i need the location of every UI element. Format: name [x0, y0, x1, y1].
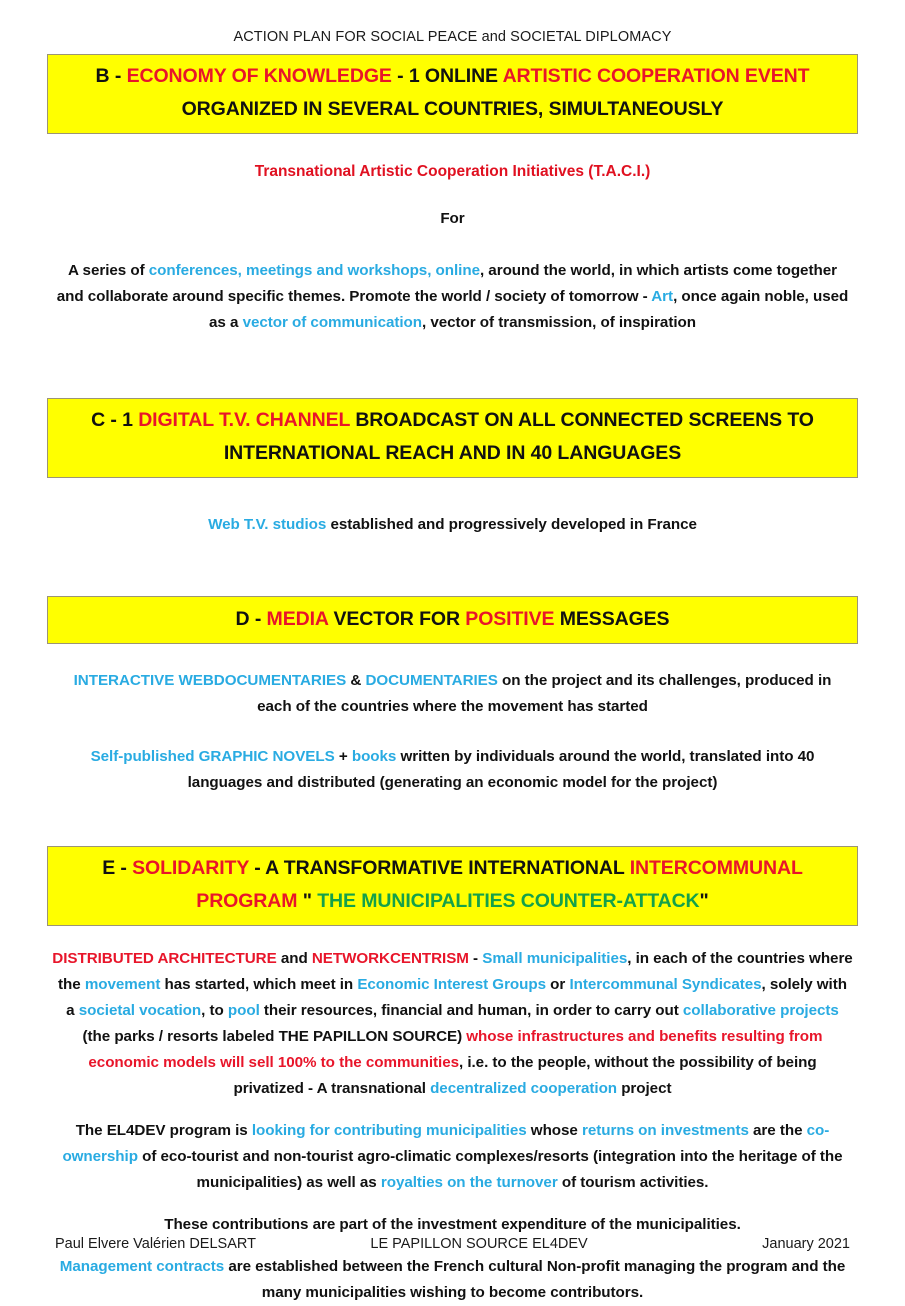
section-d-body1-seg3: DOCUMENTARIES: [365, 671, 498, 689]
section-e-body2-seg6: co-ownership: [62, 1121, 830, 1165]
section-d-mid: VECTOR FOR: [328, 607, 466, 630]
section-e-body-1: [52, 946, 853, 1102]
section-d-prefix: D -: [235, 607, 267, 630]
section-e-body1-seg5: Small municipalities: [482, 949, 628, 967]
section-e-body1-seg6: , in each of the countries where the: [58, 949, 853, 993]
footer-project: LE PAPILLON SOURCE EL4DEV: [370, 1236, 588, 1252]
section-d-body1-seg1: INTERACTIVE WEBDOCUMENTARIES: [73, 671, 347, 689]
section-d-body-1: [62, 668, 843, 720]
section-e-body1-seg11: Intercommunal Syndicates: [569, 975, 762, 993]
section-b-highlight-1: ECONOMY OF KNOWLEDGE: [126, 64, 392, 87]
section-b-body-seg3: , around the world, in which artists come together and collaborate around specific themes. Promote the world / society of tomorrow -: [56, 261, 837, 305]
section-b-body-seg6: vector of communication: [242, 313, 423, 331]
section-b-body-seg1: A series of: [68, 261, 149, 279]
section-c-body-seg2: established and progressively developed in France: [326, 515, 697, 533]
section-c-banner-line1: [58, 404, 847, 437]
section-b-body-seg4: Art: [651, 287, 674, 305]
section-c-body: [55, 512, 850, 538]
section-e-body4-seg1: Management contracts: [59, 1257, 225, 1275]
section-e-body-2: [52, 1118, 853, 1196]
section-e-body1-seg15: pool: [227, 1001, 260, 1019]
document-footer: [0, 1236, 905, 1252]
section-e-body1-seg2: and: [276, 949, 312, 967]
section-d-body2-seg2: +: [334, 747, 352, 765]
section-e-body2-seg2: looking for contributing municipalities: [251, 1121, 527, 1139]
section-e-program-label: PROGRAM: [196, 889, 298, 912]
section-c-highlight-1: DIGITAL T.V. CHANNEL: [138, 408, 350, 431]
section-d-body2-seg4: written by individuals around the world, translated into 40 languages and distributed (generating an economic model for the project): [187, 747, 815, 791]
section-e-body1-seg1: DISTRIBUTED ARCHITECTURE: [52, 949, 277, 967]
section-e-body1-seg22: project: [617, 1079, 672, 1097]
footer-date: January 2021: [762, 1236, 850, 1252]
section-e-banner: [47, 846, 858, 926]
section-d-highlight-2: POSITIVE: [465, 607, 555, 630]
section-e-body2-seg9: of tourism activities.: [557, 1173, 709, 1191]
section-e-body1-seg10: or: [546, 975, 570, 993]
section-e-body2-seg5: are the: [748, 1121, 807, 1139]
section-d-tail: MESSAGES: [554, 607, 670, 630]
section-d-body1-seg4: on the project and its challenges, produced in each of the countries where the movement has started: [257, 671, 832, 715]
section-e-body2-seg1: The EL4DEV program is: [75, 1121, 252, 1139]
section-e-body1-seg7: movement: [84, 975, 161, 993]
section-b-body-seg2: conferences, meetings and workshops, online: [148, 261, 480, 279]
section-e-body1-seg20: , i.e. to the people, without the possibility of being privatized - A transnational: [233, 1053, 817, 1097]
section-e-banner-line2: [58, 885, 847, 918]
section-b-mid: - 1 ONLINE: [391, 64, 503, 87]
section-e-body-3: These contributions are part of the investment expenditure of the municipalities.: [164, 1215, 741, 1233]
section-d-body2-seg1: Self-published GRAPHIC NOVELS: [90, 747, 335, 765]
section-e-quote-close: ": [699, 889, 709, 912]
section-d-banner: [47, 596, 858, 644]
section-e-body1-seg13: societal vocation: [78, 1001, 202, 1019]
section-e-prefix: E -: [102, 856, 133, 879]
section-d-body1-seg2: &: [346, 671, 366, 689]
section-e-body1-seg19: whose infrastructures and benefits resulting from economic models will sell 100% to the communities: [88, 1027, 823, 1071]
section-e-body1-seg8: has started, which meet in: [160, 975, 358, 993]
section-b-subtitle: Transnational Artistic Cooperation Initiatives (T.A.C.I.): [254, 162, 651, 180]
section-e-mid: - A TRANSFORMATIVE INTERNATIONAL: [248, 856, 630, 879]
section-c-body-seg1: Web T.V. studios: [208, 515, 327, 533]
section-b-banner-line2: ORGANIZED IN SEVERAL COUNTRIES, SIMULTANEOUSLY: [181, 97, 724, 120]
section-d-body2-seg3: books: [351, 747, 397, 765]
section-b-banner-line1: [58, 60, 847, 93]
document-running-header: ACTION PLAN FOR SOCIAL PEACE and SOCIETAL DIPLOMACY: [233, 29, 672, 45]
section-c-tail: BROADCAST ON ALL CONNECTED SCREENS TO: [350, 408, 814, 431]
section-e-body1-seg17: collaborative projects: [682, 1001, 839, 1019]
footer-author: Paul Elvere Valérien DELSART: [55, 1236, 256, 1252]
section-e-highlight-2: INTERCOMMUNAL: [629, 856, 803, 879]
section-e-body1-seg21: decentralized cooperation: [430, 1079, 618, 1097]
section-e-body1-seg4: -: [468, 949, 483, 967]
section-e-body2-seg4: returns on investments: [582, 1121, 749, 1139]
section-e-quote-open: ": [297, 889, 318, 912]
section-e-banner-line1: [58, 852, 847, 885]
section-e-body1-seg9: Economic Interest Groups: [357, 975, 547, 993]
section-c-banner-line2: INTERNATIONAL REACH AND IN 40 LANGUAGES: [223, 441, 682, 464]
section-b-body: [55, 258, 850, 336]
section-e-body4-seg2: are established between the French cultural Non-profit managing the program and the many municipalities wishing to become contributors.: [224, 1257, 846, 1301]
section-e-body1-seg14: , to: [201, 1001, 228, 1019]
section-b-highlight-2: ARTISTIC COOPERATION EVENT: [502, 64, 810, 87]
section-d-highlight-1: MEDIA: [266, 607, 329, 630]
section-c-prefix: C - 1: [91, 408, 139, 431]
section-e-highlight-1: SOLIDARITY: [132, 856, 249, 879]
section-e-body2-seg8: royalties on the turnover: [380, 1173, 558, 1191]
section-b-prefix: B -: [95, 64, 127, 87]
section-c-banner: [47, 398, 858, 478]
section-e-body2-seg7: of eco-tourist and non-tourist agro-climatic complexes/resorts (integration into the heritage of the municipalities) as well as: [137, 1147, 843, 1191]
section-e-body2-seg3: whose: [526, 1121, 582, 1139]
section-d-banner-line1: [58, 603, 847, 636]
section-d-body-2: [62, 744, 843, 796]
section-e-slogan: THE MUNICIPALITIES COUNTER-ATTACK: [317, 889, 700, 912]
section-e-body1-seg12: , solely with a: [66, 975, 847, 1019]
section-b-body-seg7: , vector of transmission, of inspiration: [422, 313, 696, 331]
section-e-body1-seg3: NETWORKCENTRISM: [311, 949, 469, 967]
section-b-for-label: For: [440, 209, 465, 227]
section-e-body1-seg16: their resources, financial and human, in order to carry out: [259, 1001, 683, 1019]
section-e-body1-seg18: (the parks / resorts labeled THE PAPILLON SOURCE): [82, 1027, 467, 1045]
section-b-body-seg5: , once again noble, used as a: [209, 287, 849, 331]
section-b-banner: [47, 54, 858, 134]
